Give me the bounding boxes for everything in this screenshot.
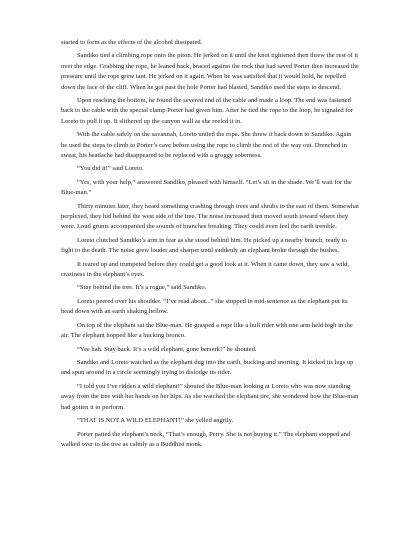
paragraph-10: “Stay behind the tree. It’s a rogue,” said Sandiko. <box>77 284 207 292</box>
paragraph-17: Porter patted the elephant’s neck, “That’s enough, Perry. She is not buying it.” The elephant stopped and walked over to the tree as calmly as a Buddhist monk. <box>61 430 351 448</box>
paragraph-1: started to form as the effects of the alcohol dissipated. <box>61 39 203 46</box>
paragraph-12: On top of the elephant sat the Blue-man. He grasped a rope like a bull rider with one arm held high in the air. The elephant hopped like a bucking bronco. <box>61 321 353 340</box>
document-page <box>61 38 359 453</box>
paragraph-7: Thirty minutes later, they heard something crashing through trees and shrubs to the east of them. Somewhat perplexed, they hid behind the west side of the tree. The noise increased then moved south toward where they were. Loud grunts accompanied the sounds of branches breaking. They could even feel the earth tremble. <box>61 202 359 231</box>
paragraph-13: “Yee hah. Stay back. It’s a wild elephant, gone berserk!” he shouted. <box>77 345 257 353</box>
paragraph-9: It reared up and trumpeted before they could get a good look at it. When it came down, they saw a wild, craziness in the elephant’s eyes. <box>61 260 350 278</box>
paragraph-15: “I told you I’ve ridden a wild elephant!” shouted the Blue-man looking at Loreto who was now standing away from the tree with her hands on her hips. As she watched the elephant tire, she wondered how the Blue-man had gotten it to perform. <box>61 382 359 411</box>
paragraph-16: “THAT IS NOT A WILD ELEPHANT!” she yelled angrily. <box>77 417 234 425</box>
paragraph-5: “You did it!” said Loreto. <box>77 165 144 173</box>
paragraph-4: With the cable safely on the savannah, Loreto untied the rope. She threw it back down to Sandiko. Again he used the steps to climb to Porter’s cave before using the rope to climb the rest of the way out. Drenched in sweat, his headache had disappeared to be replaced with a groggy soberness. <box>61 131 352 159</box>
paragraph-8: Loreto clutched Sandiko’s arm in fear as she stood behind him. He picked up a nearby branch, ready to fight to the death. The noise grew louder and sharper until suddenly an elephant broke through the bushes. <box>61 236 347 255</box>
paragraph-3: Upon reaching the bottom, he found the severed end of the cable and made a loop. The end was fastened back to the cable with the special clamp Porter had given him. After he tied the rope to the loop, he signaled for Loreto to pull it up. It slithered up the canyon wall as she reeled it in. <box>61 97 353 125</box>
paragraph-11: Loreto peered over his shoulder. “I’ve read about...” she stopped in mid-sentence as the elephant put its head down with an earth shaking bellow. <box>61 297 348 316</box>
paragraph-6: “Yes, with your help,” answered Sandiko, pleased with himself. “Let’s sit in the shade. We’ll wait for the Blue-man.” <box>61 178 352 197</box>
paragraph-2: Sandiko tied a climbing rope onto the piton. He jerked on it until the knot tightened then threw the rest of it over the edge. Grabbing the rope, he leaned back, braced against the rock that had saved Porter then increased the pressure until the rope grew taut. He jerked on it again. When he was satisfied that it would hold, he repelled down the face of the cliff. When he got past the hole Porter had blasted, Sandiko used the steps to descend. <box>61 52 359 91</box>
paragraph-14: Sandiko and Loreto watched as the elephant dug into the earth, bucking and snorting. It kicked its legs up and spun around in a circle seemingly trying to dislodge its rider. <box>61 359 354 377</box>
